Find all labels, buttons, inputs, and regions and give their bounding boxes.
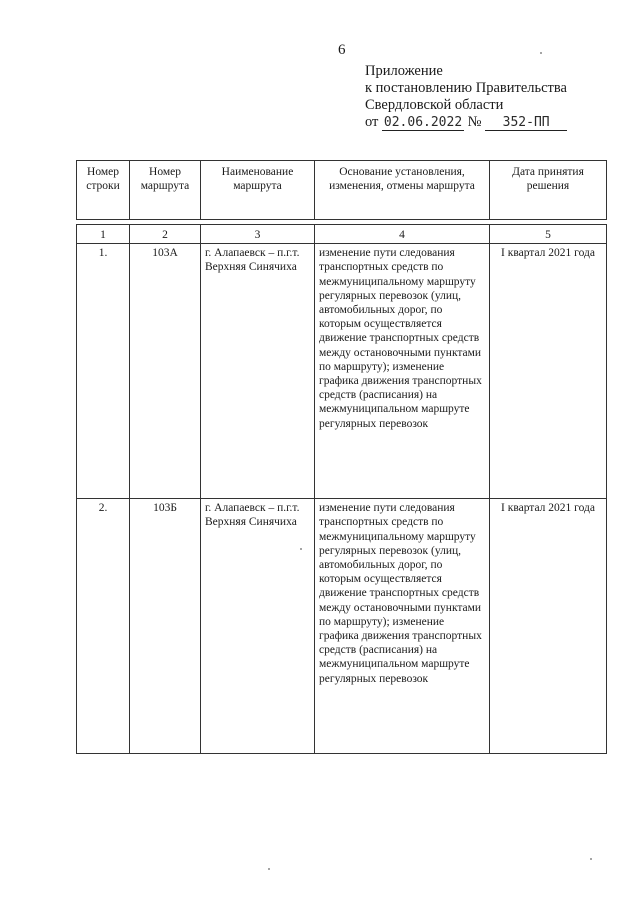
appendix-line-region: Свердловской области	[365, 97, 504, 113]
scan-speck	[268, 868, 270, 870]
appendix-header	[365, 63, 567, 131]
column-number: 3	[201, 225, 315, 244]
column-number-row	[77, 225, 607, 244]
page-number: 6	[338, 42, 346, 58]
row-basis: изменение пути следования транспортных средств по межмуниципальному маршруту регулярных перевозок (улиц, автомобильных дорог, по которым осуществляется движение транспортных средств между остановочными пунктами по маршруту); изменение графика движения транспортных средств (расписания) на межмуниципальном маршруте регулярных перевозок	[315, 499, 490, 754]
row-decision-date: I квартал 2021 года	[490, 244, 607, 499]
header-route-number: Номер маршрута	[130, 161, 201, 220]
row-line-number: 1.	[77, 244, 130, 499]
scan-speck	[540, 52, 542, 54]
header-route-name: Наименование маршрута	[201, 161, 315, 220]
table-row	[77, 499, 607, 754]
routes-table	[76, 224, 607, 754]
number-label: №	[467, 114, 482, 130]
appendix-date-number-line	[365, 114, 567, 131]
appendix-title: Приложение	[365, 63, 443, 79]
column-number: 2	[130, 225, 201, 244]
column-number: 1	[77, 225, 130, 244]
row-line-number: 2.	[77, 499, 130, 754]
row-decision-date: I квартал 2021 года	[490, 499, 607, 754]
row-route-number: 103Б	[130, 499, 201, 754]
row-route-name: г. Алапаевск – п.г.т. Верхняя Синячиха	[201, 499, 315, 754]
column-number: 5	[490, 225, 607, 244]
resolution-date: 02.06.2022	[383, 115, 463, 130]
column-number: 4	[315, 225, 490, 244]
row-route-number: 103А	[130, 244, 201, 499]
header-basis: Основание установления, изменения, отмены маршрута	[315, 161, 490, 220]
table-row	[77, 244, 607, 499]
header-line-number: Номер строки	[77, 161, 130, 220]
header-decision-date: Дата принятия решения	[490, 161, 607, 220]
scan-speck	[590, 858, 592, 860]
table-header	[76, 160, 607, 220]
row-basis: изменение пути следования транспортных средств по межмуниципальному маршруту регулярных перевозок (улиц, автомобильных дорог, по которым осуществляется движение транспортных средств между остановочными пунктами по маршруту); изменение графика движения транспортных средств (расписания) на межмуниципальном маршруте регулярных перевозок	[315, 244, 490, 499]
scan-speck	[300, 548, 302, 550]
header-row	[77, 161, 607, 220]
row-route-name: г. Алапаевск – п.г.т. Верхняя Синячиха	[201, 244, 315, 499]
resolution-number: 352-ПП	[485, 115, 567, 131]
appendix-line-resolution: к постановлению Правительства	[365, 80, 567, 96]
from-label: от	[365, 114, 379, 130]
